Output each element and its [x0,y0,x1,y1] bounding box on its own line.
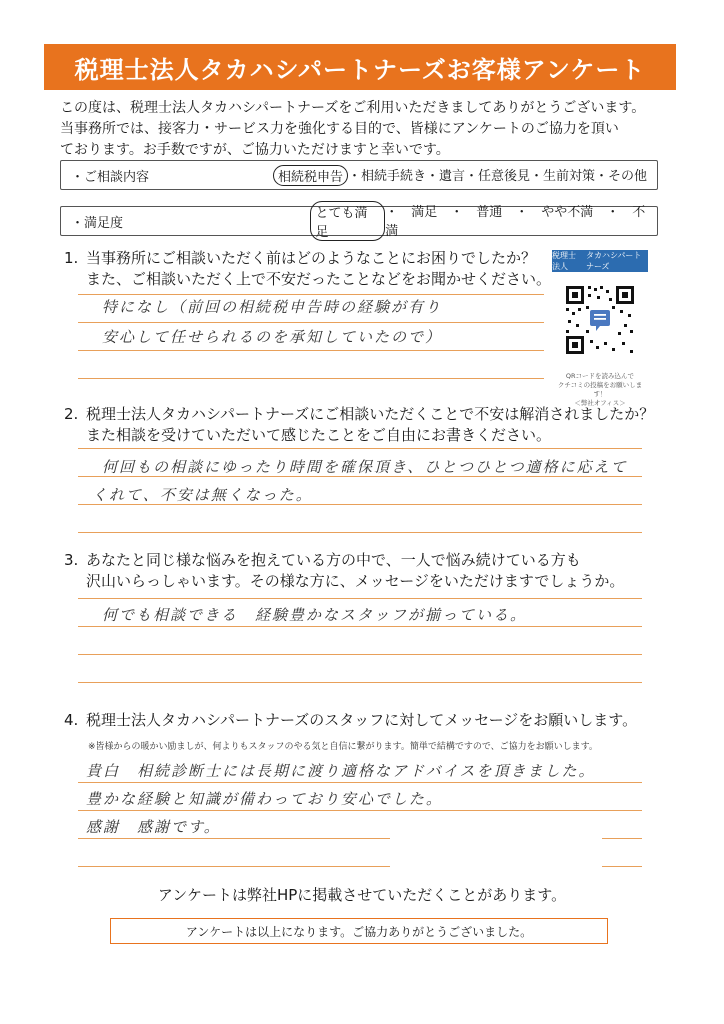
qr-code-icon[interactable] [564,284,636,356]
answer-line [78,810,642,811]
intro-line: 当事務所では、接客力・サービス力を強化する目的で、皆様にアンケートのご協力を頂い [60,121,619,137]
handwritten-answer: 特になし（前回の相続税申告時の経験が有り [102,298,443,316]
qr-caption [552,372,648,408]
thanks-text: アンケートは以上になります。ご協力ありがとうございました。 [185,924,533,939]
consult-options-rest[interactable]: ・相続手続き・遺言・任意後見・生前対策・その他 [348,168,648,184]
question-4 [64,710,637,731]
answer-line [78,654,642,655]
question-number: 2. [64,405,79,423]
answer-line [78,378,544,379]
question-text: 税理士法人タカハシパートナーズにご相談いただくことで不安は解消されましたか？ [86,405,655,423]
intro-text [60,98,680,161]
question-3 [64,550,624,592]
thanks-box [110,918,608,944]
answer-line [78,294,544,295]
consult-type-box [60,160,658,190]
handwritten-answer: 何でも相談できる 経験豊かなスタッフが揃っている。 [102,606,528,624]
handwritten-answer: 感謝 感謝です。 [86,818,221,836]
question-text: あなたと同じ様な悩みを抱えている方の中で、一人で悩み続けている方も [86,551,581,569]
satisfaction-option-selected[interactable]: とても満足 [310,201,385,241]
consult-option-selected[interactable]: 相続税申告 [273,165,348,186]
qr-caption-line: クチコミの投稿をお願いします！ [557,381,643,398]
survey-title: 税理士法人タカハシパートナーズお客様アンケート [74,55,646,84]
question-text: 当事務所にご相談いただく前はどのようなことにお困りでしたか？ [86,249,537,267]
question-text: また、ご相談いただく上で不安だったことなどをお聞かせください。 [86,270,552,288]
qr-caption-line: ＜弊社オフィス＞ [574,399,626,407]
satisfaction-label: ・満足度 [71,215,124,231]
question-4-note: ※皆様からの暖かい励ましが、何よりもスタッフのやる気と自信に繋がります。簡単で結構ですので、ご協力をお願いします。 [88,742,598,752]
question-number: 1. [64,249,79,267]
question-number: 4. [64,711,79,729]
handwritten-answer: くれて、不安は無くなった。 [92,486,313,504]
consult-type-label: ・ご相談内容 [71,169,150,185]
logo-small-text: 税理士法人 [552,251,576,271]
question-2 [64,404,654,446]
answer-line [78,598,642,599]
answer-line [602,838,642,839]
handwritten-answer: 豊かな経験と知識が備わっており安心でした。 [86,790,443,808]
satisfaction-box [60,205,658,240]
answer-line [78,322,544,323]
publication-notice: アンケートは弊社HPに掲載させていただくことがあります。 [157,886,567,904]
handwritten-answer: 何回もの相談にゆったり時間を確保頂き、ひとつひとつ適格に応えて [102,458,628,476]
survey-title-banner [44,44,676,90]
intro-line: ております。お手数ですが、ご協力いただけますと幸いです。 [60,142,450,158]
logo-name: タカハシパートナーズ [585,251,642,271]
answer-line [602,866,642,867]
handwritten-answer: 貴白 相続診断士には長期に渡り適格なアドバイスを頂きました。 [86,762,596,780]
handwritten-answer: 安心して任せられるのを承知していたので） [102,328,443,346]
answer-line [78,448,642,449]
answer-line [78,626,642,627]
question-1 [64,248,551,290]
question-number: 3. [64,551,79,569]
answer-line [78,350,544,351]
answer-line [78,838,390,839]
company-logo [552,250,648,272]
answer-line [78,782,642,783]
intro-line: この度は、税理士法人タカハシパートナーズをご利用いただきましてありがとうございます。 [60,100,646,116]
satisfaction-options-rest[interactable]: ・ 満足 ・ 普通 ・ やや不満 ・ 不満 [385,205,646,239]
answer-line [78,532,642,533]
qr-caption-line: QRコードを読み込んで [565,372,635,380]
question-text: また相談を受けていただいて感じたことをご自由にお書きください。 [86,426,552,444]
qr-card [552,250,648,408]
answer-line [78,682,642,683]
question-text: 税理士法人タカハシパートナーズのスタッフに対してメッセージをお願いします。 [86,711,638,729]
question-text: 沢山いらっしゃいます。その様な方に、メッセージをいただけますでしょうか。 [86,572,625,590]
answer-line [78,866,390,867]
